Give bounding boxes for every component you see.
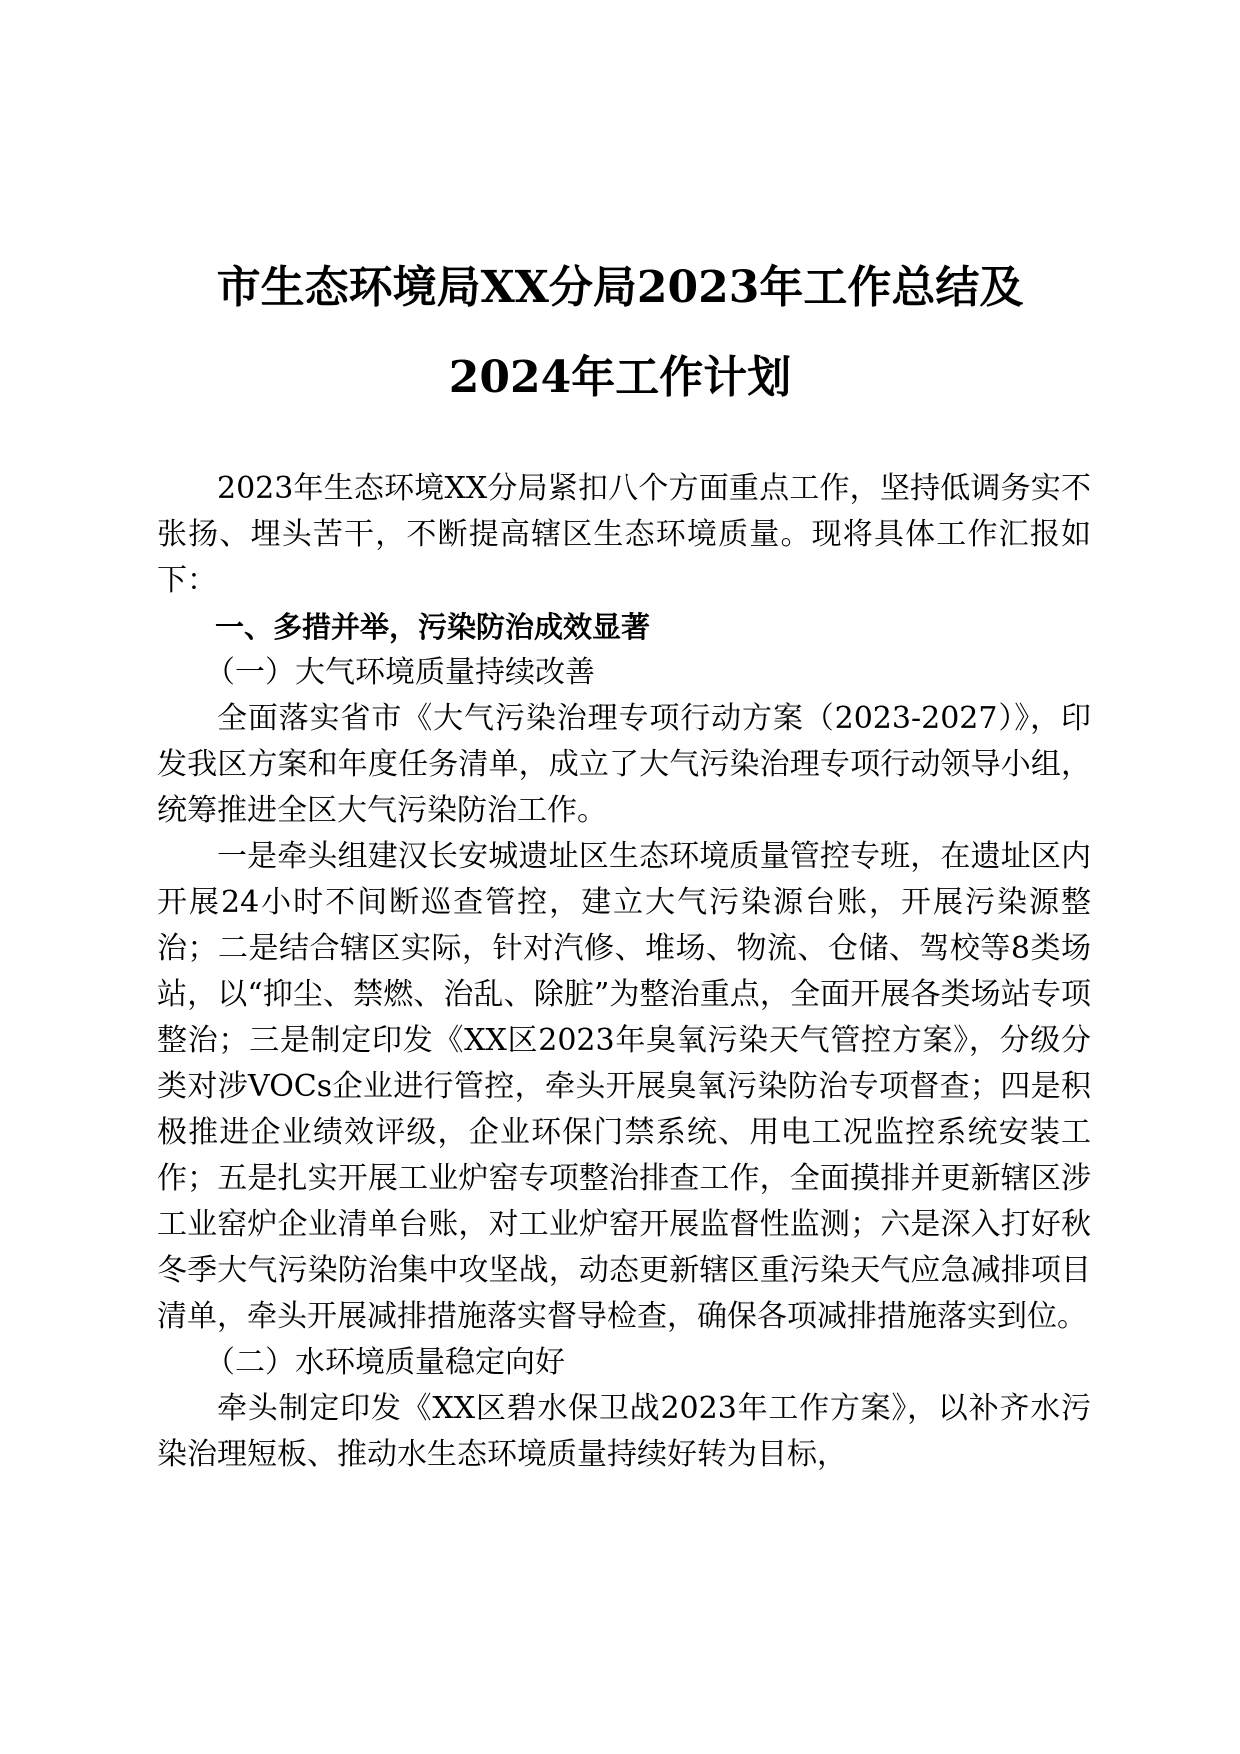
document-title-line1: 市生态环境局XX分局2023年工作总结及 — [216, 262, 1024, 313]
subsection2-paragraph-1: 牵头制定印发《XX区碧水保卫战2023年工作方案》，以补齐水污染治理短板、推动水生态环境质量持续好转为目标， — [157, 1391, 1091, 1472]
document-body — [157, 466, 1091, 1478]
subsection1-paragraph-1: 全面落实省市《大气污染治理专项行动方案（2023-2027）》，印发我区方案和年度任务清单，成立了大气污染治理专项行动领导小组，统筹推进全区大气污染防治工作。 — [157, 701, 1091, 828]
document-title-line2: 2024年工作计划 — [448, 352, 792, 403]
subsection1-paragraph-2: 一是牵头组建汉长安城遗址区生态环境质量管控专班，在遗址区内开展24小时不间断巡查管控，建立大气污染源台账，开展污染源整治；二是结合辖区实际，针对汽修、堆场、物流、仓储、驾校等8类场站，以“抑尘、禁燃、治乱、除脏”为整治重点，全面开展各类场站专项整治；三是制定印发《XX区2023年臭氧污染天气管控方案》，分级分类对涉VOCs企业进行管控，牵头开展臭氧污染防治专项督查；四是积极推进企业绩效评级，企业环保门禁系统、用电工况监控系统安装工作；五是扎实开展工业炉窑专项整治排查工作，全面摸排并更新辖区涉工业窑炉企业清单台账，对工业炉窑开展监督性监测；六是深入打好秋冬季大气污染防治集中攻坚战，动态更新辖区重污染天气应急减排项目清单，牵头开展减排措施落实督导检查，确保各项减排措施落实到位。 — [157, 839, 1091, 1334]
intro-paragraph: 2023年生态环境XX分局紧扣八个方面重点工作，坚持低调务实不张扬、埋头苦干，不断提高辖区生态环境质量。现将具体工作汇报如下： — [157, 471, 1091, 598]
subsection-heading-2: （二）水环境质量稳定向好 — [205, 1345, 565, 1380]
subsection-heading-1: （一）大气环境质量持续改善 — [205, 655, 595, 690]
section-heading-1: 一、多措并举，污染防治成效显著 — [215, 610, 651, 644]
